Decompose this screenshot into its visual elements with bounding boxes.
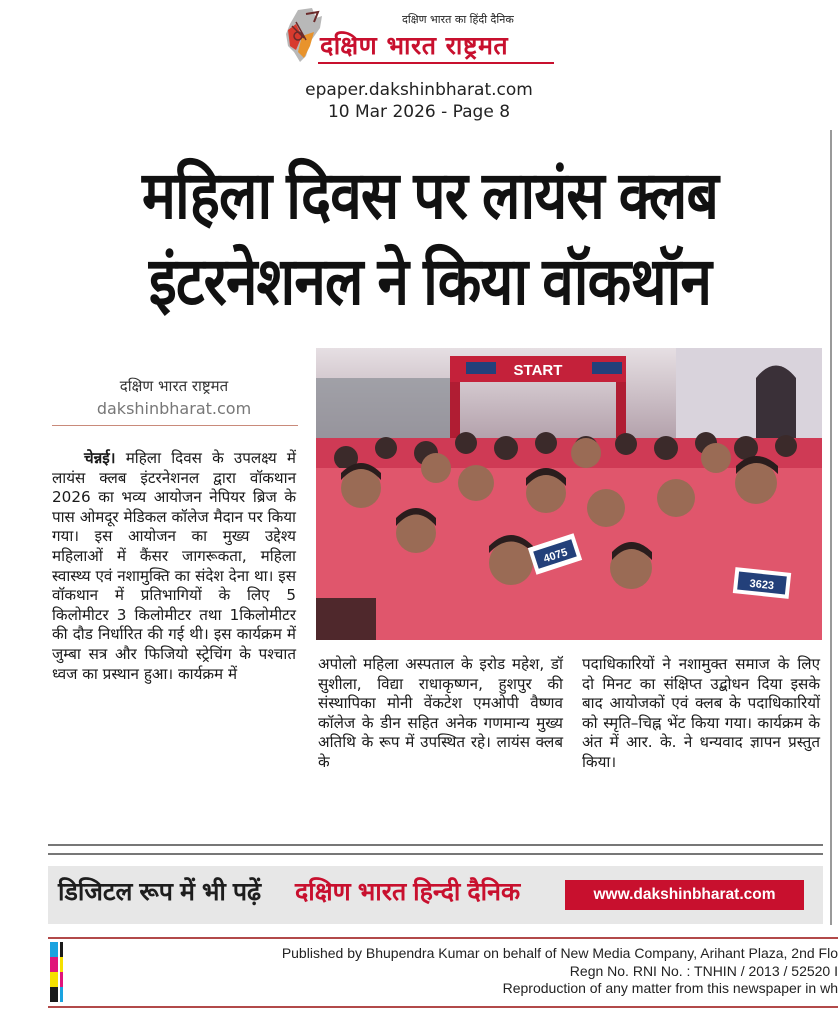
promo-text: डिजिटल रूप में भी पढ़ें [58,878,262,906]
registration-number: Regn No. RNI No. : TNHIN / 2013 / 52520 I [569,963,838,979]
masthead-tagline: दक्षिण भारत का हिंदी दैनिक [402,13,514,26]
article-column-3: पदाधिकारियों ने नशामुक्त समाज के लिए दो मिनट का संक्षिप्त उद्बोधन दिया इसके बाद आयोजकों एवं क्लब के पदाधिकारियों को स्मृति–चिह्न भेंट किया गया। कार्यक्रम के अंत में आर. के. ने धन्यवाद ज्ञापन प्रस्तुत किया। [582,655,820,771]
headline-line-1: महिला दिवस पर लायंस क्लब [141,158,719,232]
masthead-logo[interactable] [284,6,554,64]
walkathon-crowd-image [316,348,822,640]
byline-divider [52,425,298,426]
footer-rule-top [48,937,838,939]
promo-brand-text: दक्षिण भारत हिन्दी दैनिक [295,878,521,906]
section-divider-top [48,844,823,846]
print-registration-marks-icon [50,942,64,1002]
column-divider-right [830,130,832,925]
article-column-1 [52,449,296,684]
race-bib-1-number: 4075 [542,546,570,566]
byline-website: dakshinbharat.com [96,399,252,418]
footer-rule-bottom [48,1006,838,1008]
website-link-button[interactable]: www.dakshinbharat.com [565,880,804,910]
copyright-notice: Reproduction of any matter from this newspaper in wh [502,980,838,996]
epaper-url: epaper.dakshinbharat.com [305,80,533,100]
edition-date-page: 10 Mar 2026 - Page 8 [327,102,511,122]
start-banner-text: START [513,362,563,379]
publisher-info: Published by Bhupendra Kumar on behalf of New Media Company, Arihant Plaza, 2nd Flo [281,945,838,961]
race-bib-2-number: 3623 [748,577,775,593]
dateline: चेन्नई। [84,449,116,467]
digital-edition-promo [48,866,823,924]
logo-emblem-icon [284,6,324,64]
article-column-1-text: महिला दिवस के उपलक्ष्य में लायंस क्लब इंटरनेशनल द्वारा वॉकथान 2026 का भव्य आयोजन नेपियर ब्रिज के पास ओमदूर मेडिकल कॉलेज मैदान पर किया गया। इस आयोजन का मुख्य उद्देश्य महिलाओं में कैंसर जागरूकता, महिला स्वास्थ्य एवं नशामुक्ति का संदेश देना था। इस वॉकथान में प्रतिभागियों के लिए 5 किलोमीटर 3 किलोमीटर तथा 1किलोमीटर की दौड निर्धारित की गई थी। इस कार्यक्रम में जुम्बा सत्र और फिजियो स्ट्रेचिंग के पश्चात ध्वज का प्रस्थान हुआ। कार्यक्रम में [52,449,297,683]
article-photo[interactable] [316,348,822,640]
section-divider-bottom [48,853,823,855]
masthead-brand-name: दक्षिण भारत राष्ट्रमत [320,31,509,60]
byline-publication: दक्षिण भारत राष्ट्रमत [119,377,229,395]
headline-line-2: इंटरनेशनल ने किया वॉकथॉन [148,244,712,318]
article-column-2: अपोलो महिला अस्पताल के इरोड महेश, डॉ सुशीला, विद्या राधाकृष्णन, हुशपुर की संस्थापिका मोनी वेंकटेश एमओपी वैष्णव कॉलेज के डीन सहित अनेक गणमान्य मुख्य अतिथि के रूप में उपस्थित रहे। लायंस क्लब के [318,655,563,771]
masthead-underline [318,62,554,64]
